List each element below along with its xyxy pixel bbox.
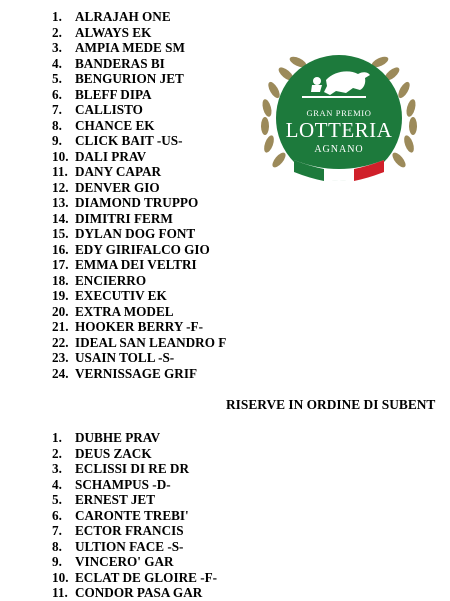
- entry-item: [52, 273, 226, 289]
- entry-name: BENGURION JET: [75, 71, 184, 86]
- entry-number: 9.: [52, 133, 62, 148]
- entry-name: IDEAL SAN LEANDRO F: [75, 334, 227, 350]
- entry-number: 1.: [52, 9, 62, 24]
- entry-number: 16.: [52, 241, 69, 257]
- entry-item: [52, 25, 226, 41]
- entry-item: [52, 304, 226, 320]
- entry-number: 17.: [52, 257, 69, 272]
- entry-number: 9.: [52, 554, 62, 569]
- entry-item: [52, 350, 226, 366]
- reserve-item: [52, 508, 217, 524]
- entry-name: CONDOR PASA GAR: [75, 585, 203, 600]
- entry-name: EDY GIRIFALCO GIO: [75, 241, 210, 257]
- entry-name: ECTOR FRANCIS: [75, 523, 184, 538]
- entry-item: [52, 366, 226, 382]
- entry-number: 12.: [52, 179, 69, 195]
- entry-number: 8.: [52, 117, 62, 133]
- entry-name: DUBHE PRAV: [75, 430, 161, 445]
- entry-number: 5.: [52, 492, 62, 507]
- entry-name: DENVER GIO: [75, 179, 160, 195]
- entry-name: DEUS ZACK: [75, 445, 152, 461]
- entry-name: CALLISTO: [75, 102, 143, 117]
- logo-line-lotteria: LOTTERIA: [285, 118, 393, 142]
- entry-item: [52, 164, 226, 180]
- reserve-item: [52, 446, 217, 462]
- entry-name: ERNEST JET: [75, 492, 156, 507]
- entry-number: 11.: [52, 164, 68, 179]
- entry-name: EXTRA MODEL: [75, 303, 174, 319]
- entry-number: 3.: [52, 461, 62, 476]
- entry-name: DIAMOND TRUPPO: [75, 195, 199, 210]
- entry-name: EMMA DEI VELTRI: [75, 257, 197, 272]
- entry-number: 4.: [52, 55, 62, 71]
- entry-name: ALWAYS EK: [75, 24, 152, 40]
- entry-name: ULTION FACE -S-: [75, 538, 184, 554]
- entry-number: 24.: [52, 365, 69, 381]
- entry-number: 7.: [52, 102, 62, 117]
- entry-item: [52, 149, 226, 165]
- logo-line-agnano: AGNANO: [314, 144, 364, 155]
- entry-name: VINCERO' GAR: [75, 554, 174, 569]
- entry-name: DANY CAPAR: [75, 164, 162, 179]
- entry-number: 10.: [52, 148, 69, 164]
- entry-item: [52, 319, 226, 335]
- entry-number: 6.: [52, 86, 62, 102]
- entry-number: 11.: [52, 585, 68, 600]
- reserve-item: [52, 523, 217, 539]
- logo-line-gran-premio: GRAN PREMIO: [306, 108, 372, 118]
- entry-item: [52, 118, 226, 134]
- entry-number: 4.: [52, 476, 62, 492]
- entry-name: CARONTE TREBI': [75, 507, 189, 523]
- entry-name: USAIN TOLL -S-: [75, 350, 175, 365]
- entry-number: 2.: [52, 445, 62, 461]
- entry-item: [52, 288, 226, 304]
- entry-name: DYLAN DOG FONT: [75, 226, 196, 241]
- entry-name: BANDERAS BI: [75, 55, 165, 71]
- entry-number: 8.: [52, 538, 62, 554]
- entry-name: DALI PRAV: [75, 148, 147, 164]
- entry-item: [52, 195, 226, 211]
- entry-item: [52, 226, 226, 242]
- entry-item: [52, 180, 226, 196]
- entry-item: [52, 102, 226, 118]
- reserve-item: [52, 539, 217, 555]
- reserves-heading: RISERVE IN ORDINE DI SUBENT: [226, 397, 436, 412]
- entry-number: 22.: [52, 334, 69, 350]
- entry-name: SCHAMPUS -D-: [75, 476, 171, 492]
- entry-name: EXECUTIV EK: [75, 288, 167, 303]
- reserve-item: [52, 585, 217, 601]
- entry-number: 23.: [52, 350, 69, 365]
- entry-name: VERNISSAGE GRIF: [75, 365, 198, 381]
- entry-number: 1.: [52, 430, 62, 445]
- entry-number: 15.: [52, 226, 69, 241]
- entry-name: CHANCE EK: [75, 117, 155, 133]
- entry-item: [52, 242, 226, 258]
- entry-name: HOOKER BERRY -F-: [75, 319, 203, 334]
- reserve-item: [52, 430, 217, 446]
- reserve-item: [52, 492, 217, 508]
- entry-name: CLICK BAIT -US-: [75, 133, 183, 148]
- entry-number: 18.: [52, 272, 69, 288]
- entry-number: 5.: [52, 71, 62, 86]
- entry-name: BLEFF DIPA: [75, 86, 152, 102]
- reserve-item: [52, 477, 217, 493]
- reserves-list: [52, 430, 217, 601]
- entry-name: ALRAJAH ONE: [75, 9, 171, 24]
- entry-number: 14.: [52, 210, 69, 226]
- entry-name: ECLISSI DI RE DR: [75, 461, 189, 476]
- reserve-item: [52, 461, 217, 477]
- entry-item: [52, 40, 226, 56]
- entry-number: 2.: [52, 24, 62, 40]
- entries-list: [52, 9, 226, 381]
- entry-number: 3.: [52, 40, 62, 55]
- entry-number: 13.: [52, 195, 69, 210]
- entry-item: [52, 56, 226, 72]
- entry-number: 19.: [52, 288, 69, 303]
- entry-item: [52, 9, 226, 25]
- entry-item: [52, 71, 226, 87]
- entry-name: ENCIERRO: [75, 272, 147, 288]
- entry-name: ECLAT DE GLOIRE -F-: [75, 569, 218, 585]
- gran-premio-lotteria-logo: [254, 38, 424, 188]
- reserve-item: [52, 554, 217, 570]
- entry-number: 6.: [52, 507, 62, 523]
- entry-item: [52, 257, 226, 273]
- entry-item: [52, 211, 226, 227]
- logo-graphic: [254, 38, 424, 188]
- entry-name: DIMITRI FERM: [75, 210, 173, 226]
- entry-item: [52, 335, 226, 351]
- entry-number: 20.: [52, 303, 69, 319]
- entry-name: AMPIA MEDE SM: [75, 40, 185, 55]
- reserve-item: [52, 570, 217, 586]
- entry-number: 21.: [52, 319, 69, 334]
- entry-number: 7.: [52, 523, 62, 538]
- entry-number: 10.: [52, 569, 69, 585]
- entry-item: [52, 133, 226, 149]
- entry-item: [52, 87, 226, 103]
